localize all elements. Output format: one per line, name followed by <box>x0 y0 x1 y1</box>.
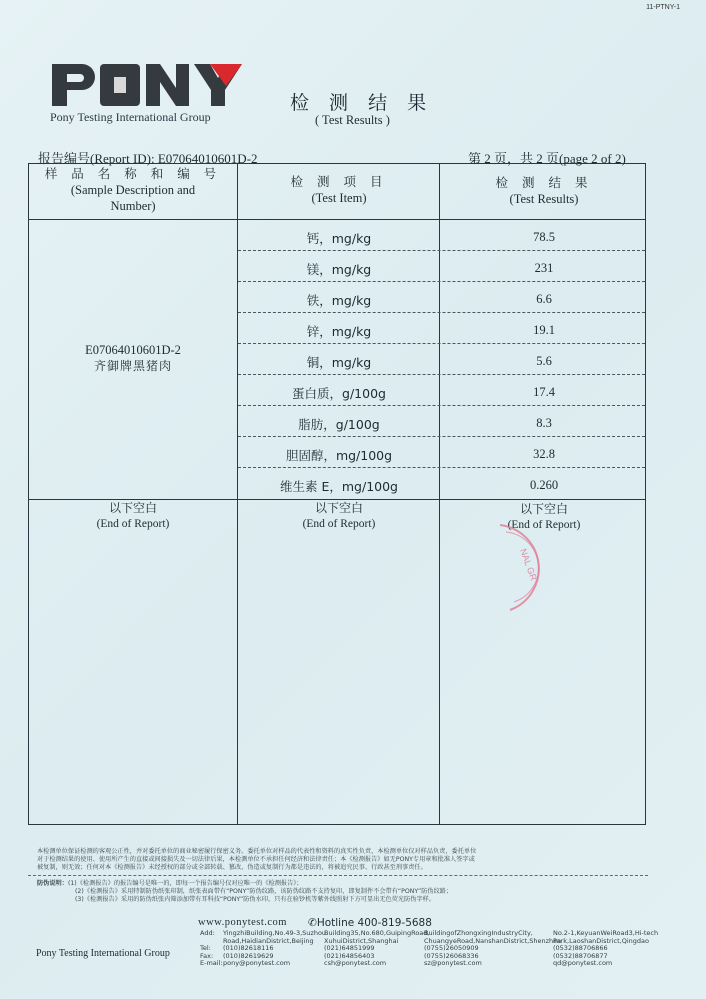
office-email: sz@ponytest.com <box>424 959 482 968</box>
label-tel: Tel: <box>200 944 211 953</box>
test-result: 231 <box>534 261 554 275</box>
official-seal-stamp <box>490 520 560 615</box>
end-of-report-en: (End of Report) <box>96 518 170 530</box>
office-shenzhen <box>424 930 561 968</box>
end-of-report-cn: 以下空白 <box>519 502 568 516</box>
test-item: 铁，mg/kg <box>306 293 372 308</box>
test-item: 钙，mg/kg <box>306 231 372 246</box>
row-separator <box>238 281 645 282</box>
pony-logo <box>50 60 242 110</box>
test-item: 蛋白质，g/100g <box>292 386 386 401</box>
results-table <box>28 163 646 825</box>
test-result: 17.4 <box>533 385 555 399</box>
row-separator <box>238 343 645 344</box>
address-line: Park,LaoshanDistrict,Qingdao <box>553 936 649 945</box>
end-of-report-col2 <box>238 500 440 532</box>
office-tel: (021)64851999 <box>324 944 375 953</box>
address-line: Road,HaidianDistrict,Beijing <box>223 936 314 945</box>
end-of-report-en: (End of Report) <box>302 518 376 530</box>
disclaimer-line: 本检测单位保证检测的客观公正性，并对委托单位的商业秘密履行保密义务。委托单位对样品的代表性和资料的真实性负责，本检测单位仅对样品负责，委托单位 <box>37 848 477 855</box>
disclaimer <box>37 848 647 873</box>
title-chinese: 检 测 结 果 <box>290 92 434 114</box>
anti-counterfeit-item: (1)《检测报告》的报告编号是唯一的，即每一个报告编号仅对应唯一的《检测报告》； <box>67 880 303 887</box>
header-divider <box>29 219 645 220</box>
office-qingdao <box>553 930 658 968</box>
phone-icon: ✆ <box>308 917 317 929</box>
footer-company-name: Pony Testing International Group <box>36 948 170 959</box>
end-of-report-cn: 以下空白 <box>314 501 363 515</box>
test-item: 镁，mg/kg <box>306 262 372 277</box>
address-line: No.2-1,KeyuanWeiRoad3,Hi-tech <box>553 929 659 937</box>
row-separator <box>238 405 645 406</box>
header-result-cn: 检 测 结 果 <box>495 175 593 190</box>
office-fax: (0532)88706877 <box>553 951 608 960</box>
anti-counterfeit-label: 防伪说明： <box>37 880 68 887</box>
anti-counterfeit-item: (2)《检测报告》采用特制防伪纸张印制，纸张表面带有“PONY”防伪纹路，该防伪纹路不支持复印，即复制件不会带有“PONY”防伪纹路； <box>75 888 453 895</box>
website-link[interactable]: www.ponytest.com <box>198 917 287 928</box>
address-line: BuildingofZhongxingIndustryCity, <box>424 929 533 937</box>
test-item: 脂肪，g/100g <box>298 417 380 432</box>
header-sample-en-2: Number) <box>110 199 156 213</box>
disclaimer-line: 对于检测结果的使用、使用所产生的直接或间接损失及一切法律后果，本检测单位不承担任何经济和法律责任；本《检测报告》如无PONY专用章和批准人签字或 <box>37 856 475 864</box>
header-item-en: (Test Item) <box>311 191 367 205</box>
header-item-cn: 检 测 项 目 <box>290 174 388 189</box>
header-result-en: (Test Results) <box>509 192 579 206</box>
test-result: 8.3 <box>536 416 552 430</box>
test-result: 6.6 <box>536 292 552 306</box>
sample-id: E07064010601D-2 <box>85 343 181 357</box>
test-result: 0.260 <box>529 478 559 492</box>
office-email: pony@ponytest.com <box>223 959 291 968</box>
stamp-text: NAL GR <box>518 547 539 582</box>
header-sample-cn: 样 品 名 称 和 编 号 <box>44 166 222 181</box>
office-tel: (010)82618116 <box>223 944 274 953</box>
address-line: YingzhiBuilding,No.49-3,Suzhou <box>223 929 327 937</box>
hotline <box>308 917 432 929</box>
row-separator <box>238 374 645 375</box>
disclaimer-line: 被复制，则无效；任何对本《检测报告》未经授权的部分或全部转载、篡改、伪造或复制行为都是违法的，将被追究民事、行政甚至刑事责任。 <box>37 864 427 872</box>
row-separator <box>238 467 645 468</box>
office-fax: (021)64856403 <box>324 951 375 960</box>
office-shanghai <box>324 930 430 968</box>
header-item <box>238 174 440 206</box>
end-of-report-cn: 以下空白 <box>108 501 157 515</box>
test-item: 胆固醇，mg/100g <box>285 448 393 463</box>
row-separator <box>238 250 645 251</box>
logo-subtitle: Pony Testing International Group <box>50 110 211 124</box>
office-fax: (0755)26068336 <box>424 951 479 960</box>
test-result: 19.1 <box>533 323 555 337</box>
test-result: 78.5 <box>533 230 555 244</box>
contact-labels <box>200 930 223 968</box>
office-email: qd@ponytest.com <box>553 959 613 968</box>
anti-counterfeit-notes <box>37 880 647 904</box>
test-item: 维生素 E，mg/100g <box>280 479 398 494</box>
page-indicator: 第 2 页，共 2 页(page 2 of 2) <box>468 151 626 166</box>
header-sample-en-1: (Sample Description and <box>70 183 196 197</box>
sample-cell <box>29 342 237 374</box>
test-result: 32.8 <box>533 447 555 461</box>
end-of-report-en: (End of Report) <box>507 519 581 531</box>
notes-divider <box>28 875 648 876</box>
header-sample <box>29 166 237 214</box>
office-beijing <box>223 930 326 968</box>
test-item: 铜，mg/kg <box>306 355 372 370</box>
address-line: ChuangyeRoad,NanshanDistrict,Shenzhen <box>424 936 562 945</box>
header-result <box>441 175 647 207</box>
address-line: Building35,No.680,GuipingRoad, <box>324 929 430 937</box>
address-line: XuhuiDistrict,Shanghai <box>324 936 399 945</box>
end-of-report-col1 <box>29 500 237 532</box>
report-id: 报告编号(Report ID): E07064010601D-2 <box>38 151 258 166</box>
test-result: 5.6 <box>536 354 552 368</box>
office-tel: (0532)88706866 <box>553 944 608 953</box>
label-add: Add: <box>200 929 215 937</box>
row-separator <box>238 436 645 437</box>
office-tel: (0755)26050909 <box>424 944 479 953</box>
label-fax: Fax: <box>200 951 214 960</box>
test-item: 锌，mg/kg <box>306 324 372 339</box>
office-fax: (010)82619629 <box>223 951 274 960</box>
hotline-number: Hotline 400-819-5688 <box>316 917 432 929</box>
anti-counterfeit-item: (3)《检测报告》采用的防伪纸张内筛添加带有耳科技“PONY”防伪水印，只有在验钞机等紫外线照射下方可显出无色荧光防伪字样。 <box>75 896 436 903</box>
title-english: ( Test Results ) <box>315 113 390 127</box>
label-email: E-mail: <box>200 959 223 968</box>
office-email: csh@ponytest.com <box>324 959 387 968</box>
row-separator <box>238 312 645 313</box>
form-code: 11-PTNY-1 <box>646 4 680 11</box>
sample-name: 齐御牌黑猪肉 <box>93 359 172 373</box>
